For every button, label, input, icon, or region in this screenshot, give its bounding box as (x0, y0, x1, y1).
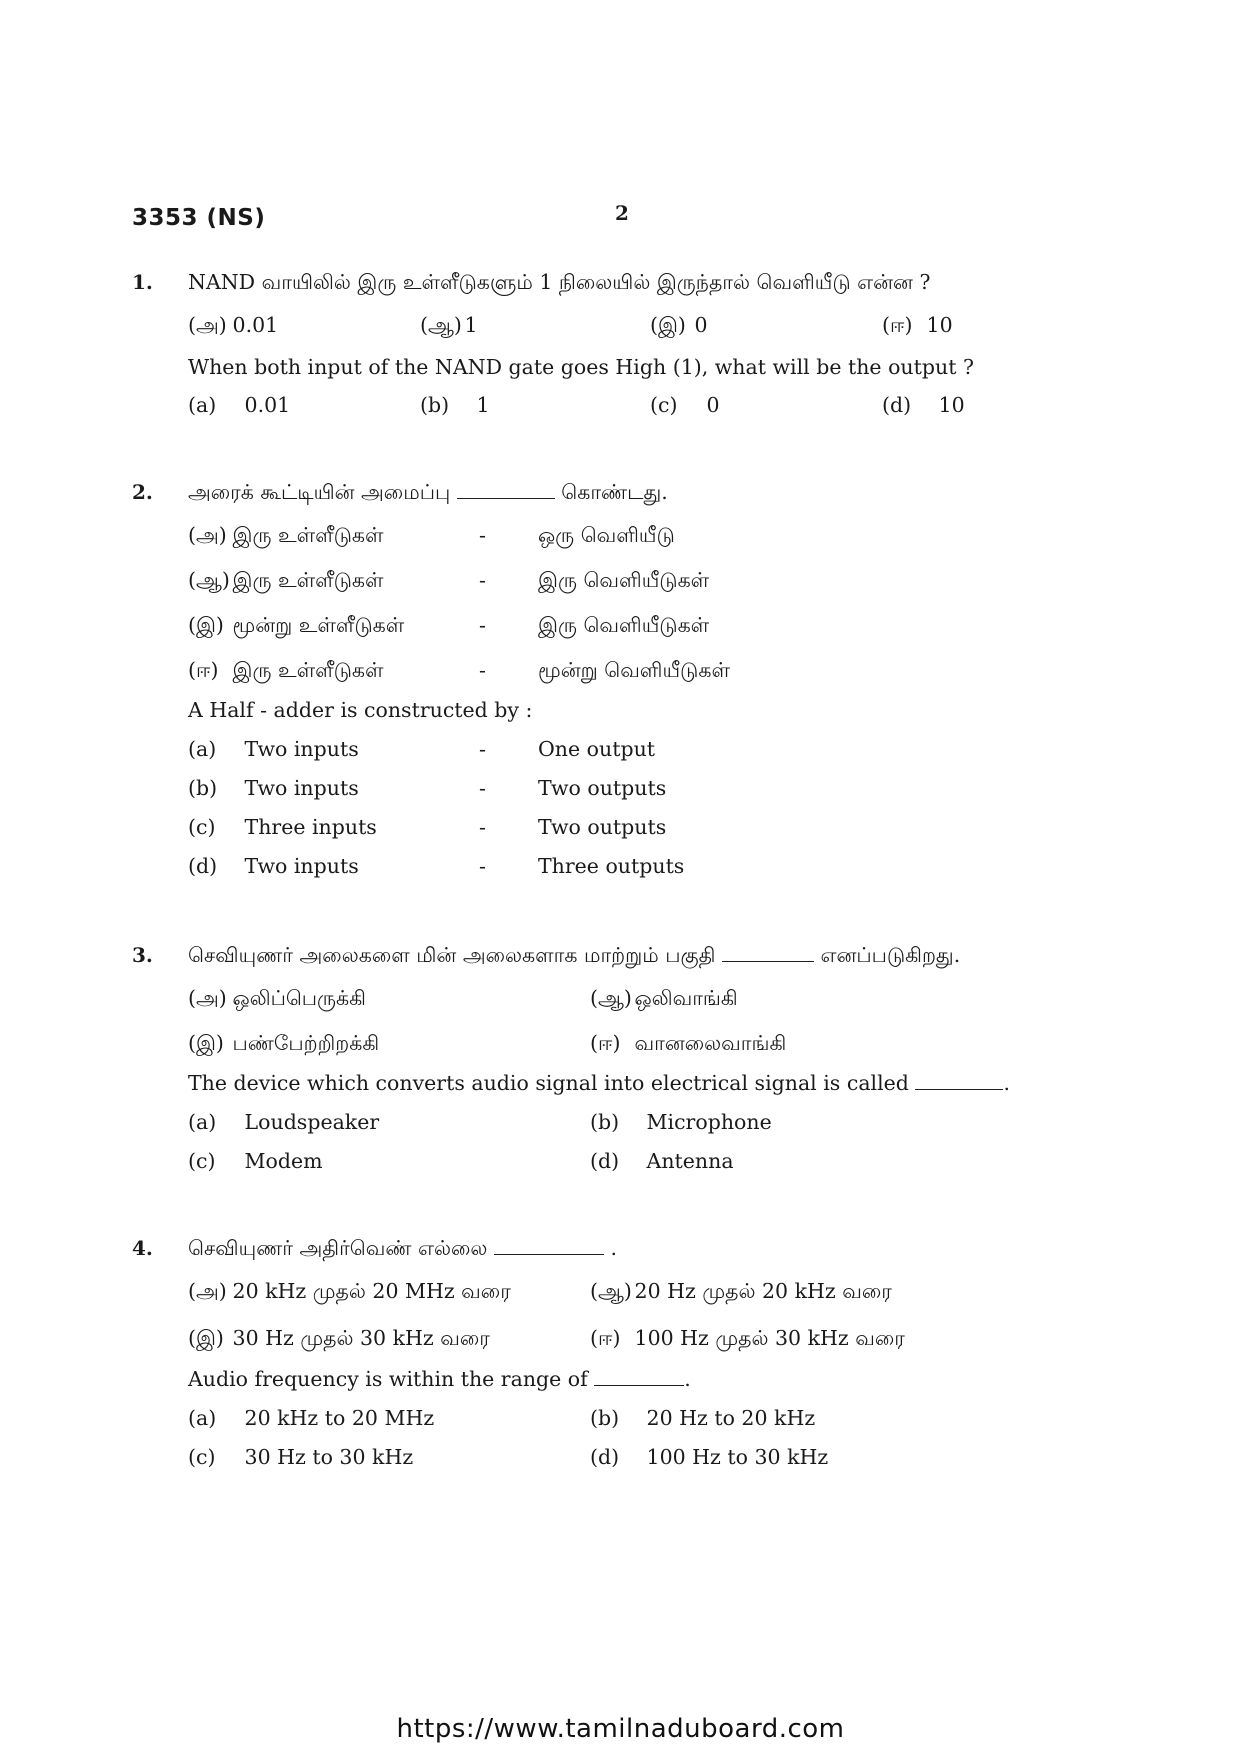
question-number: 1. (132, 270, 153, 294)
option-tamil-1: (அ) ஒலிப்பெருக்கி (188, 986, 366, 1010)
page-number: 2 (615, 201, 629, 225)
option-english-d: (d) 100 Hz to 30 kHz (590, 1445, 829, 1469)
option-tamil-2-right: இரு வெளியீடுகள் (538, 568, 710, 592)
page-header (132, 201, 1112, 245)
option-tamil-4: (ஈ) வானலைவாங்கி (590, 1031, 787, 1055)
question-text-tamil: செவியுணர் அதிர்வெண் எல்லை . (188, 1236, 618, 1260)
option-tamil-2: (ஆ) 1 (420, 313, 478, 337)
option-english-b: (b) 1 (420, 393, 490, 417)
option-english-b: (b) Microphone (590, 1110, 772, 1134)
option-tamil-3-right: இரு வெளியீடுகள் (538, 613, 710, 637)
option-english-b: (b) 20 Hz to 20 kHz (590, 1406, 816, 1430)
option-tamil-4: (ஈ) 100 Hz முதல் 30 kHz வரை (590, 1326, 905, 1350)
option-tamil-3: (இ) பண்பேற்றிறக்கி (188, 1031, 380, 1055)
question-number: 4. (132, 1236, 153, 1260)
option-english-a: (a) Two inputs (188, 737, 359, 761)
option-english-b: (b) Two inputs (188, 776, 359, 800)
option-tamil-1: (அ) 20 kHz முதல் 20 MHz வரை (188, 1279, 511, 1303)
option-tamil-2: (ஆ) இரு உள்ளீடுகள் (188, 568, 384, 592)
option-tamil-3: (இ) மூன்று உள்ளீடுகள் (188, 613, 405, 637)
option-english-c: (c) 30 Hz to 30 kHz (188, 1445, 414, 1469)
option-english-d-right: Three outputs (538, 854, 685, 878)
option-english-a-right: One output (538, 737, 656, 761)
option-english-d: (d) Two inputs (188, 854, 359, 878)
question-text-english: Audio frequency is within the range of . (188, 1367, 691, 1391)
option-tamil-1: (அ) இரு உள்ளீடுகள் (188, 523, 384, 547)
option-english-c: (c) 0 (650, 393, 720, 417)
question-text-tamil: NAND வாயிலில் இரு உள்ளீடுகளும் 1 நிலையில் இருந்தால் வெளியீடு என்ன ? (188, 270, 931, 294)
option-english-b-right: Two outputs (538, 776, 667, 800)
option-english-d: (d) Antenna (590, 1149, 734, 1173)
question-text-english: A Half - adder is constructed by : (188, 698, 533, 722)
option-english-d: (d) 10 (882, 393, 965, 417)
option-tamil-2: (ஆ) ஒலிவாங்கி (590, 986, 738, 1010)
option-english-c-right: Two outputs (538, 815, 667, 839)
option-english-a: (a) 20 kHz to 20 MHz (188, 1406, 435, 1430)
question-text-english: The device which converts audio signal into electrical signal is called . (188, 1071, 1010, 1095)
option-tamil-4: (ஈ) 10 (882, 313, 953, 337)
option-english-c: (c) Three inputs (188, 815, 377, 839)
option-tamil-4: (ஈ) இரு உள்ளீடுகள் (188, 658, 384, 682)
paper-code: 3353 (NS) (132, 205, 266, 231)
option-tamil-4-right: மூன்று வெளியீடுகள் (538, 658, 730, 682)
option-tamil-3: (இ) 0 (650, 313, 708, 337)
question-number: 3. (132, 943, 153, 967)
option-english-a: (a) Loudspeaker (188, 1110, 380, 1134)
footer-url[interactable]: https://www.tamilnaduboard.com (396, 1714, 845, 1744)
exam-page: 3353 (NS) 2 1. NAND வாயிலில் இரு உள்ளீடுகளும் 1 நிலையில் இருந்தால் வெளியீடு என்ன ? (அ) 0.01 (ஆ) 1 (இ) 0 (ஈ) 10 When both input of the NAND gate goes High (1), what will be the output ? (a) 0.01 (b) 1 (c) 0 (d) 10 2. அரைக் கூட்டியின் அமைப்பு கொண்டது. (அ) இரு உள்ளீடுகள் - ஒரு வெளியீடு (ஆ) இரு உள்ளீடுகள் - இரு வெளியீடுகள் (இ) மூன்று உள்ளீடுகள் - இரு வெளியீடுகள் (ஈ) இரு உள்ளீடுகள் - மூன்று வெளியீடுகள் A Half - adder is constructed by : (a) Two inputs - One output (b) Two inputs - Two outputs (c) Three inputs - Two outputs (d) Two inputs - Three outputs 3. செவியுணர் அலைகளை மின் அலைகளாக மாற்றும் பகுதி எனப்படுகிறது. (அ) ஒலிப்பெருக்கி (ஆ) ஒலிவாங்கி (இ) பண்பேற்றிறக்கி (ஈ) வானலைவாங்கி The device which converts audio signal into electrical signal is called . (a) Loudspeaker (b) Microphone (c) Modem (d) Antenna 4. செவியுணர் அதிர்வெண் எல்லை . (அ) 20 kHz முதல் 20 MHz வரை (ஆ) 20 Hz முதல் 20 kHz வரை (இ) 30 Hz முதல் 30 kHz வரை (ஈ) 100 Hz முதல் 30 kHz வரை Audio frequency is within the range of . (a) 20 kHz to 20 MHz (b) 20 Hz to 20 kHz (c) 30 Hz to 30 kHz (d) 100 Hz to 30 kHz https://www.tamilnaduboard.com (0, 0, 1241, 1754)
option-tamil-2: (ஆ) 20 Hz முதல் 20 kHz வரை (590, 1279, 892, 1303)
question-text-tamil: அரைக் கூட்டியின் அமைப்பு கொண்டது. (188, 480, 668, 504)
option-tamil-1-right: ஒரு வெளியீடு (538, 523, 675, 547)
option-tamil-3: (இ) 30 Hz முதல் 30 kHz வரை (188, 1326, 490, 1350)
option-english-c: (c) Modem (188, 1149, 323, 1173)
question-text-tamil: செவியுணர் அலைகளை மின் அலைகளாக மாற்றும் பகுதி எனப்படுகிறது. (188, 943, 961, 967)
option-english-a: (a) 0.01 (188, 393, 291, 417)
question-number: 2. (132, 480, 153, 504)
option-tamil-1: (அ) 0.01 (188, 313, 279, 337)
question-text-english: When both input of the NAND gate goes High (1), what will be the output ? (188, 355, 974, 379)
